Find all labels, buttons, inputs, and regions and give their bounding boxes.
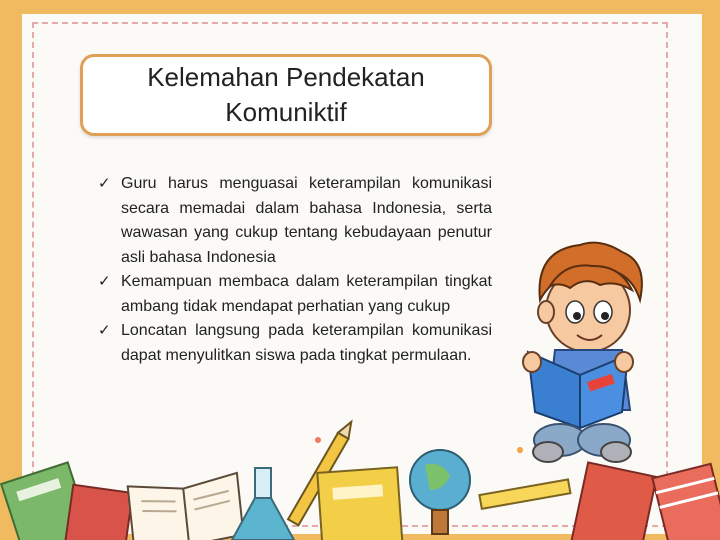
check-icon: ✓ [98,273,111,290]
bullet-text: Kemampuan membaca dalam keterampilan tingkat ambang tidak mendapat perhatian yang cukup [121,273,492,315]
bullet-text: Guru harus menguasai keterampilan komunikasi secara memadai dalam bahasa Indonesia, serta wawasan yang cukup tentang kebudayaan penutur asli bahasa Indonesia [121,175,492,266]
slide-title: Kelemahan Pendekatan Komuniktif [147,62,425,127]
bullet-text: Loncatan langsung pada keterampilan komunikasi dapat menyulitkan siswa pada tingkat permulaan. [121,322,492,364]
check-icon: ✓ [98,175,111,192]
check-icon: ✓ [98,322,111,339]
